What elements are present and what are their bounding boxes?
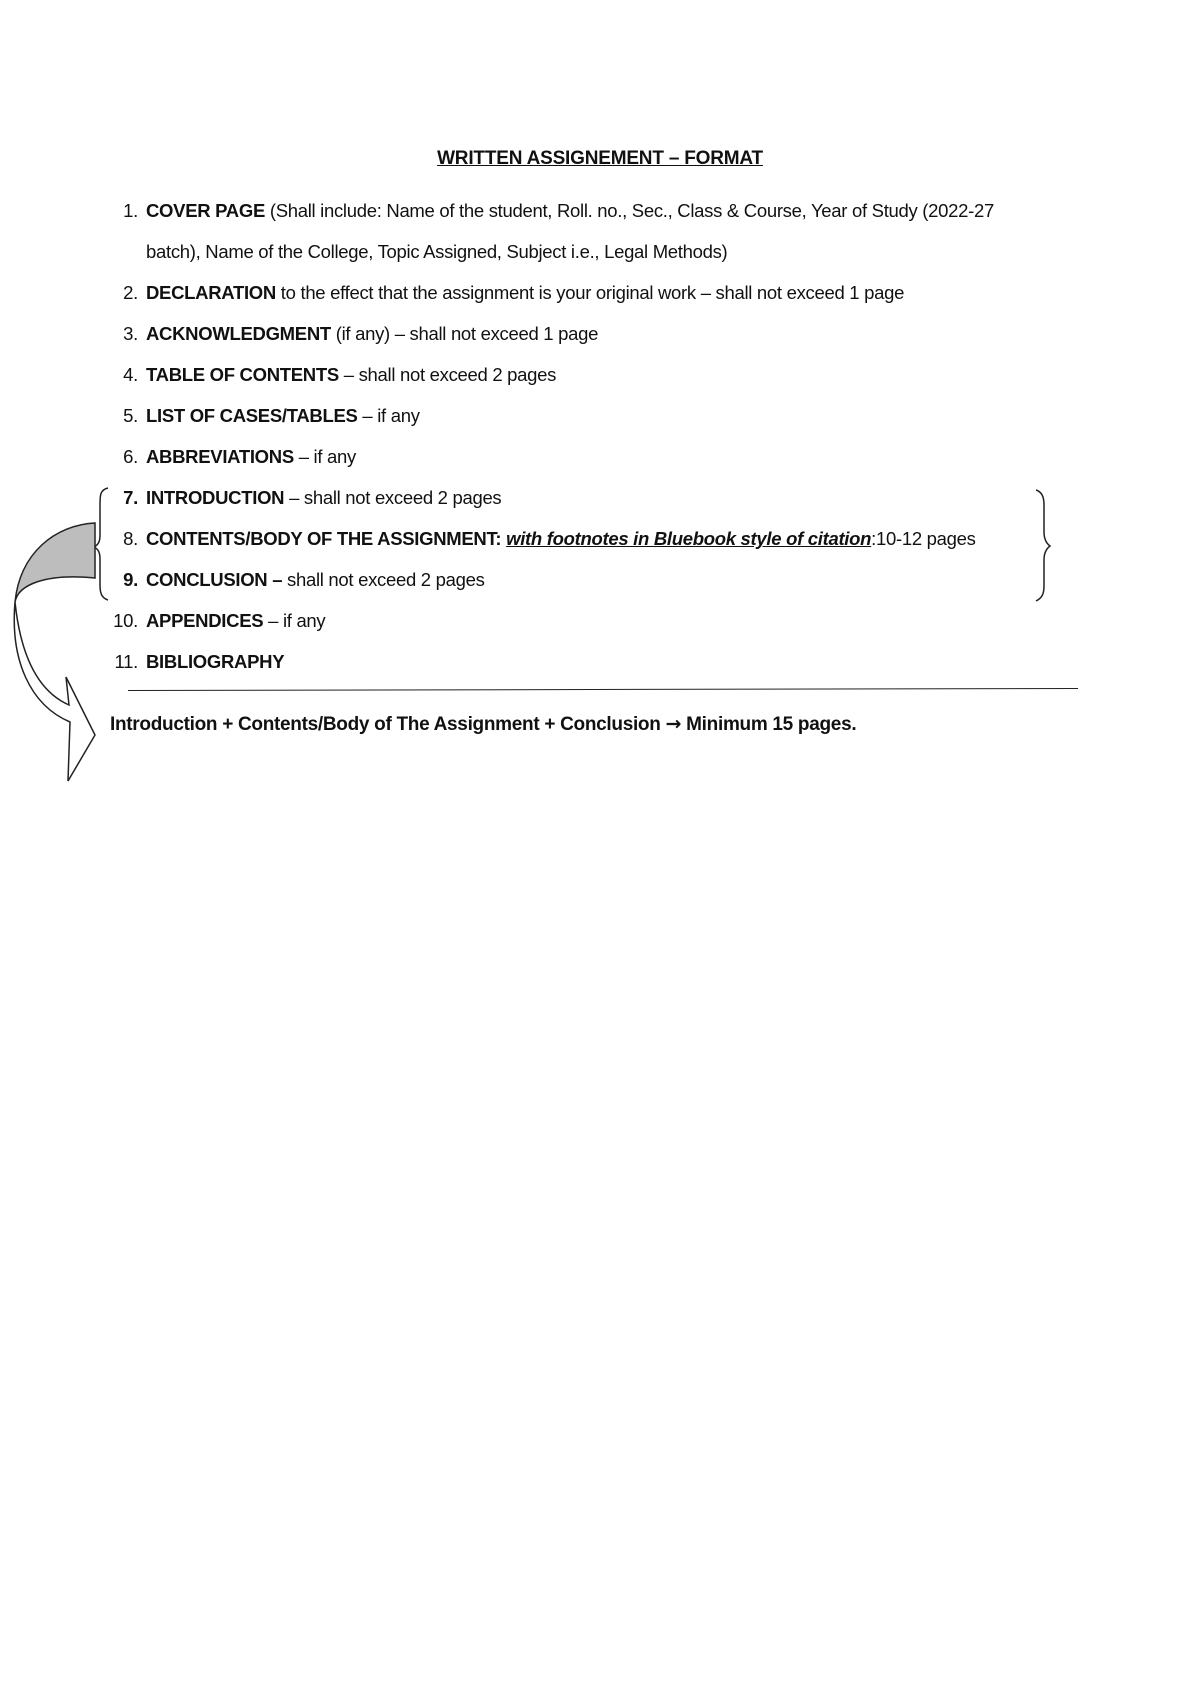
item-number: 2. <box>123 282 138 303</box>
item-text: – if any <box>263 610 326 631</box>
item-number: 5. <box>123 405 138 426</box>
item-number: 11. <box>114 651 138 672</box>
item-text-continued: batch), Name of the College, Topic Assigned, Subject i.e., Legal Methods) <box>146 241 728 262</box>
right-curly-brace-icon <box>1036 490 1050 601</box>
item-text: (if any) – shall not exceed 1 page <box>330 323 599 344</box>
item-text: – if any <box>293 446 356 467</box>
curved-left-arrow-icon <box>14 523 95 781</box>
item-text: :10-12 pages <box>871 528 976 549</box>
item-heading: TABLE OF CONTENTS <box>146 364 339 385</box>
item-heading: ABBREVIATIONS <box>146 446 294 467</box>
item-number: 1. <box>123 200 138 221</box>
item-heading: DECLARATION <box>146 282 276 303</box>
item-number: 6. <box>123 446 138 467</box>
item-heading: COVER PAGE <box>146 200 265 221</box>
item-heading: APPENDICES <box>146 610 264 631</box>
item-heading: CONTENTS/BODY OF THE ASSIGNMENT: <box>146 528 507 549</box>
item-number: 4. <box>123 364 138 385</box>
item-number: 9. <box>123 569 138 590</box>
item-number: 8. <box>123 528 138 549</box>
left-curly-brace-icon <box>94 488 108 600</box>
item-heading: ACKNOWLEDGMENT <box>146 323 331 344</box>
item-heading: LIST OF CASES/TABLES <box>146 405 358 426</box>
item-heading: CONCLUSION – <box>146 569 283 590</box>
item-text: shall not exceed 2 pages <box>282 569 485 590</box>
item-emphasis: with footnotes in Bluebook style of citation <box>506 528 872 549</box>
item-text: – if any <box>357 405 420 426</box>
item-text: – shall not exceed 2 pages <box>338 364 557 385</box>
item-heading: BIBLIOGRAPHY <box>146 651 285 672</box>
summary-text: Introduction + Contents/Body of The Assignment + Conclusion <box>110 714 661 735</box>
item-number: 3. <box>123 323 138 344</box>
item-text: to the effect that the assignment is your original work – shall not exceed 1 page <box>275 282 905 303</box>
item-number: 10. <box>113 610 138 631</box>
item-number: 7. <box>123 487 138 508</box>
item-text: (Shall include: Name of the student, Roll. no., Sec., Class & Course, Year of Study (2022-27 <box>265 200 994 221</box>
summary-result: Minimum 15 pages. <box>686 714 857 735</box>
right-arrow-icon: → <box>665 713 682 735</box>
item-heading: INTRODUCTION <box>146 487 285 508</box>
page-title: WRITTEN ASSIGNEMENT – FORMAT <box>437 148 763 169</box>
item-text: – shall not exceed 2 pages <box>284 487 502 508</box>
